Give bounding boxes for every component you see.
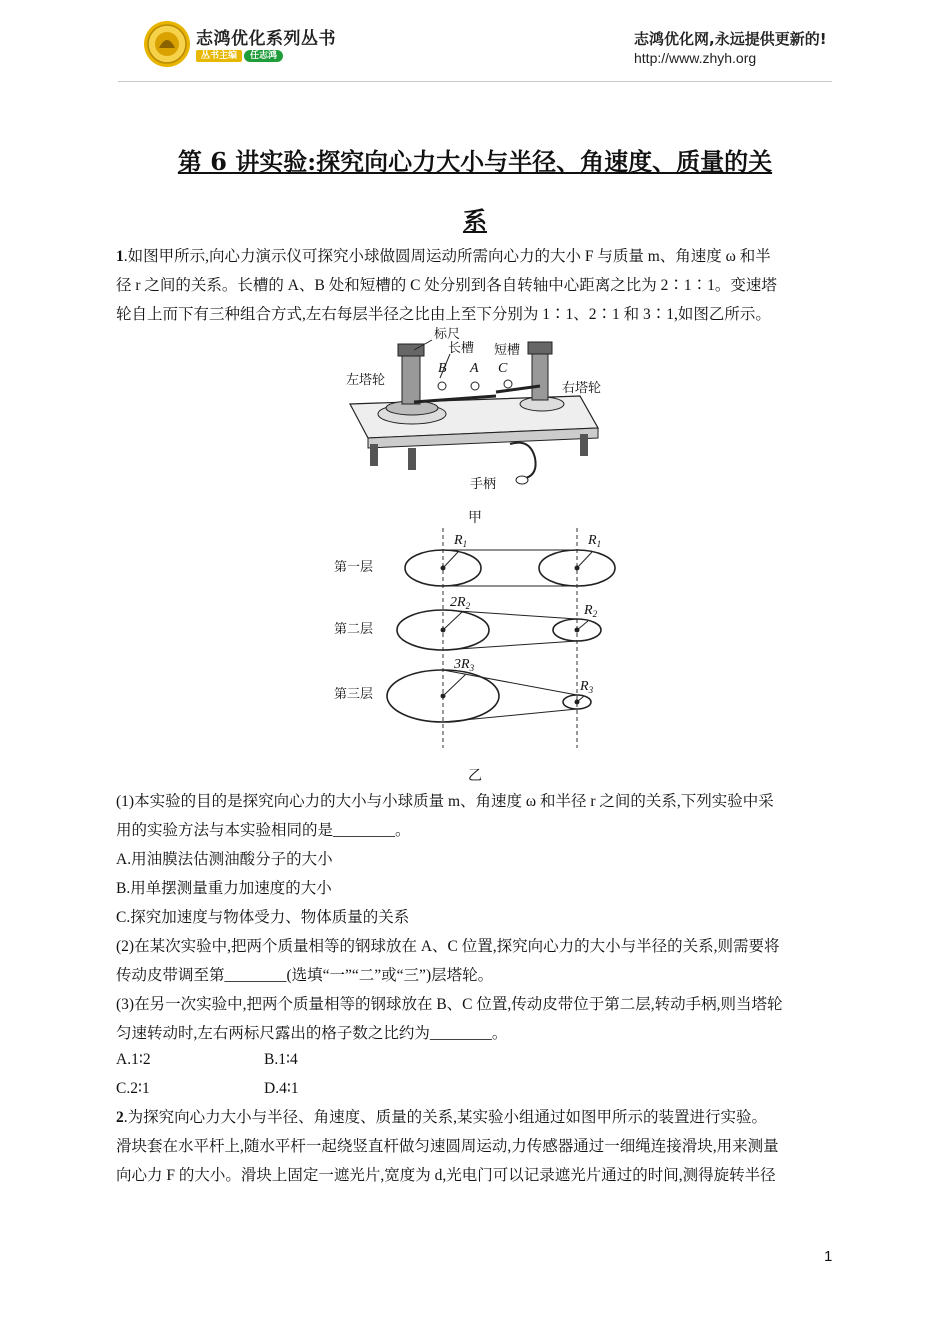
option-text: A.1∶2 bbox=[116, 1051, 151, 1068]
seal-logo-icon bbox=[143, 20, 191, 68]
q1-intro-line: .如图甲所示,向心力演示仪可探究小球做圆周运动所需向心力的大小 F 与质量 m、角速度 ω 和半 bbox=[123, 248, 771, 265]
q1-sub1 bbox=[116, 787, 834, 1048]
radius-label: R bbox=[580, 679, 589, 694]
q2-text bbox=[116, 1103, 834, 1190]
figure-jia-caption: 甲 bbox=[468, 511, 482, 526]
figure-jia-apparatus bbox=[330, 326, 620, 494]
page-title-line1: 第 6 讲实验:探究向心力大小与半径、角速度、质量的关 bbox=[177, 147, 773, 176]
label-A: A bbox=[470, 361, 479, 376]
q1-sub3-line: 匀速转动时,左右两标尺露出的格子数之比约为________。 bbox=[116, 1025, 508, 1042]
option-text: C.2∶1 bbox=[116, 1080, 150, 1097]
figure-yi-caption: 乙 bbox=[468, 769, 482, 784]
figure-yi-pulley-layers bbox=[330, 528, 630, 750]
radius-label: 2R bbox=[450, 595, 466, 610]
radius-subscript: 3 bbox=[469, 663, 475, 673]
q1-sub2-line: (2)在某次实验中,把两个质量相等的钢球放在 A、C 位置,探究向心力的大小与半径的关系,则需要将 bbox=[116, 938, 780, 955]
q2-line: .为探究向心力大小与半径、角速度、质量的关系,某实验小组通过如图甲所示的装置进行实验。 bbox=[123, 1109, 768, 1126]
label-C: C bbox=[498, 361, 508, 376]
layer-label: 第三层 bbox=[334, 687, 374, 702]
q1-number: 1 bbox=[116, 248, 124, 265]
radius-label: R bbox=[454, 533, 463, 548]
radius-subscript: 1 bbox=[596, 539, 602, 549]
radius-label: R bbox=[588, 533, 597, 548]
slogan: 志鸿优化网,永远提供更新的! bbox=[634, 30, 827, 48]
q1-intro-line: 轮自上而下有三种组合方式,左右每层半径之比由上至下分别为 1∶1、2∶1 和 3∶1,如图乙所示。 bbox=[116, 306, 771, 323]
header-divider bbox=[118, 81, 832, 82]
page-title-line2: 系 bbox=[463, 206, 487, 235]
layer-label: 第一层 bbox=[334, 560, 374, 575]
q1-sub3-options-row2 bbox=[116, 1079, 412, 1098]
svg-text:3R3 bbox=[453, 657, 475, 673]
svg-text:R1 bbox=[587, 533, 601, 549]
radius-label: R bbox=[584, 603, 593, 618]
radius-subscript: 2 bbox=[465, 601, 471, 611]
radius-subscript: 2 bbox=[592, 609, 598, 619]
label-long-groove: 长槽 bbox=[448, 341, 475, 356]
svg-text:R1 bbox=[453, 533, 467, 549]
editor-tag: 丛书主编 bbox=[196, 50, 242, 62]
label-handle: 手柄 bbox=[470, 477, 497, 492]
option-text: C.探究加速度与物体受力、物体质量的关系 bbox=[116, 909, 410, 926]
radius-subscript: 3 bbox=[588, 685, 594, 695]
q1-sub2-line: 传动皮带调至第________(选填“一”“二”或“三”)层塔轮。 bbox=[116, 967, 494, 984]
label-short-groove: 短槽 bbox=[494, 343, 521, 358]
q1-sub1-line: 用的实验方法与本实验相同的是________。 bbox=[116, 822, 411, 839]
svg-text:2R2 bbox=[450, 595, 471, 611]
q1-intro bbox=[116, 242, 834, 329]
page-number: 1 bbox=[824, 1248, 833, 1265]
radius-subscript: 1 bbox=[462, 539, 468, 549]
radius-label: 3R bbox=[454, 657, 470, 672]
brand-subtitle bbox=[196, 48, 283, 61]
q2-line: 滑块套在水平杆上,随水平杆一起绕竖直杆做匀速圆周运动,力传感器通过一细绳连接滑块,用来测量 bbox=[116, 1138, 779, 1155]
q2-line: 向心力 F 的大小。滑块上固定一遮光片,宽度为 d,光电门可以记录遮光片通过的时间,测得旋转半径 bbox=[116, 1167, 776, 1184]
layer-label: 第二层 bbox=[334, 622, 374, 637]
header-url-link[interactable]: http://www.zhyh.org bbox=[634, 50, 757, 66]
label-left-wheel: 左塔轮 bbox=[346, 373, 386, 388]
q1-sub1-line: (1)本实验的目的是探究向心力的大小与小球质量 m、角速度 ω 和半径 r 之间的关系,下列实验中采 bbox=[116, 793, 774, 810]
q1-sub3-options-row1 bbox=[116, 1050, 412, 1069]
label-B: B bbox=[438, 361, 447, 376]
option-text: D.4∶1 bbox=[264, 1080, 299, 1097]
label-ruler: 标尺 bbox=[434, 327, 461, 342]
option-text: A.用油膜法估测油酸分子的大小 bbox=[116, 851, 333, 868]
svg-text:R2 bbox=[583, 603, 598, 619]
option-text: B.1∶4 bbox=[264, 1051, 298, 1068]
label-right-wheel: 右塔轮 bbox=[562, 381, 602, 396]
q2-number: 2 bbox=[116, 1109, 124, 1126]
svg-text:R3 bbox=[579, 679, 594, 695]
q1-sub3-line: (3)在另一次实验中,把两个质量相等的钢球放在 B、C 位置,传动皮带位于第二层,转动手柄,则当塔轮 bbox=[116, 996, 783, 1013]
option-text: B.用单摆测量重力加速度的大小 bbox=[116, 880, 332, 897]
brand-title: 志鸿优化系列丛书 bbox=[196, 29, 336, 49]
editor-name-tag: 任志鸿 bbox=[244, 50, 283, 62]
q1-intro-line: 径 r 之间的关系。长槽的 A、B 处和短槽的 C 处分别到各自转轴中心距离之比为 2∶1∶1。变速塔 bbox=[116, 277, 777, 294]
